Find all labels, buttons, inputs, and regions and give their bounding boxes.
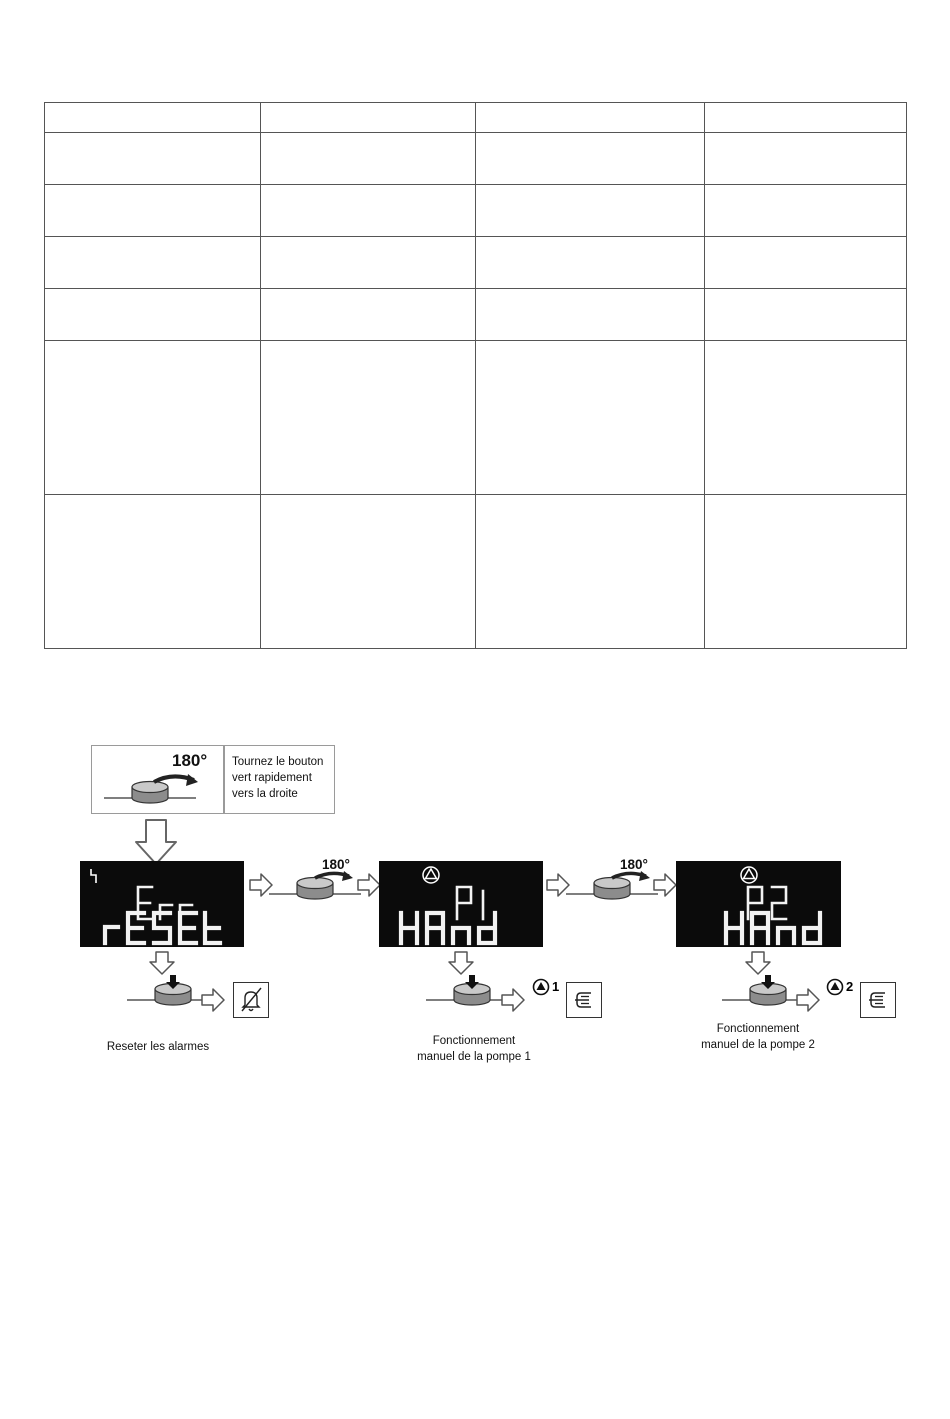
rotate-degrees-label: 180° xyxy=(172,751,208,770)
caption-line-1: Fonctionnement xyxy=(716,1023,800,1035)
pump-solid-icon xyxy=(532,978,550,996)
hint-line-1: Tournez le bouton xyxy=(232,756,324,768)
pump-icon xyxy=(741,867,757,883)
down-arrow-icon xyxy=(149,951,175,975)
caption-line-2: manuel de la pompe 2 xyxy=(701,1039,815,1051)
next-arrow-icon xyxy=(796,988,820,1012)
table-row xyxy=(45,237,907,289)
caption-manual-pump-1 xyxy=(404,1033,544,1065)
bell-muted-icon xyxy=(233,982,269,1018)
caption-manual-pump-2 xyxy=(688,1021,828,1053)
lcd-screen-pump-1 xyxy=(379,861,543,947)
hint-line-2: vert rapidement xyxy=(232,772,312,784)
pump-icon xyxy=(423,867,439,883)
pump-number: 2 xyxy=(846,979,854,994)
next-arrow-icon xyxy=(201,988,225,1012)
rotate-knob-icon xyxy=(269,864,365,904)
manual-mode-icon xyxy=(566,982,602,1018)
hint-line-3: vers la droite xyxy=(232,788,298,800)
next-arrow-icon xyxy=(357,873,381,897)
caption-line-1: Reseter les alarmes xyxy=(106,1041,210,1053)
caption-reset-alarms xyxy=(88,1039,228,1055)
pump-number: 1 xyxy=(552,979,560,994)
rotate-degrees-label: 180° xyxy=(322,857,350,872)
table-row xyxy=(45,341,907,495)
next-arrow-icon xyxy=(653,873,677,897)
pump-solid-icon xyxy=(826,978,844,996)
table-row xyxy=(45,289,907,341)
caption-line-2: manuel de la pompe 1 xyxy=(417,1051,531,1063)
down-arrow-icon xyxy=(745,951,771,975)
table-row xyxy=(45,495,907,649)
hint-text xyxy=(232,754,332,802)
fault-lightning-icon xyxy=(91,869,96,883)
down-arrow-icon xyxy=(448,951,474,975)
table-row xyxy=(45,185,907,237)
hint-divider xyxy=(223,746,225,813)
next-arrow-icon xyxy=(501,988,525,1012)
table-header-row xyxy=(45,103,907,133)
lcd-screen-reset xyxy=(80,861,244,947)
table-row xyxy=(45,133,907,185)
rotate-hint-box xyxy=(91,745,335,814)
caption-line-1: Fonctionnement xyxy=(432,1035,516,1047)
empty-table xyxy=(44,102,907,649)
lcd-screen-pump-2 xyxy=(676,861,841,947)
rotate-degrees-label: 180° xyxy=(620,857,648,872)
manual-mode-icon xyxy=(860,982,896,1018)
